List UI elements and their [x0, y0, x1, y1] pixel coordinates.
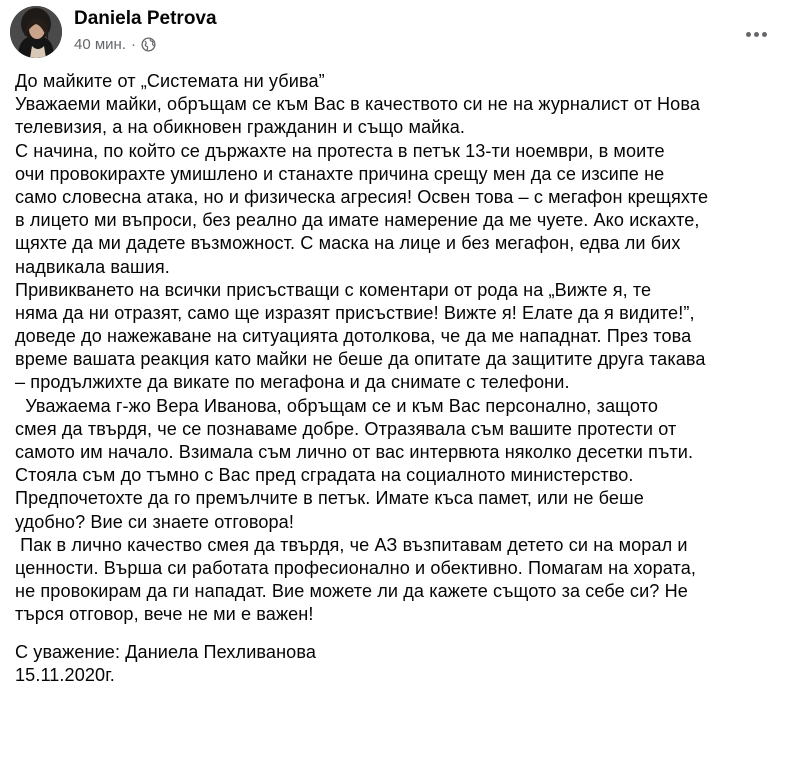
text-line: щяхте да ми дадете възможност. С маска на лице и без мегафон, едва ли бих	[15, 233, 681, 254]
text-line: в лицето ми въпроси, без реално да имате намерение да ме чуете. Ако искахте,	[15, 210, 700, 231]
text-line: До майките от „Системата ни убива”	[15, 71, 325, 91]
text-line: телевизия, а на обикновен гражданин и също майка.	[15, 117, 466, 138]
signoff-regards: С уважение: Даниела Пехливанова	[15, 641, 317, 662]
text-line: смея да твърдя, че се познаваме добре. Отразявала съм вашите протести от	[15, 418, 677, 439]
text-line: само словесна атака, но и физическа агресия! Освен това – с мегафон крещяхте	[15, 186, 709, 207]
avatar[interactable]	[10, 6, 62, 58]
meta-separator: ·	[131, 36, 136, 53]
signoff-date: 15.11.2020г.	[15, 664, 115, 685]
globe-icon[interactable]	[141, 37, 156, 52]
text-line: Привикването на всички присъстващи с коментари от рода на „Вижте я, те	[15, 279, 652, 300]
post-time[interactable]: 40 мин.	[74, 36, 126, 53]
text-line: Уважаеми майки, обръщам се към Вас в качеството си не на журналист от Нова	[15, 94, 700, 115]
text-line: Уважаема г-жо Вера Иванова, обръщам се и към Вас персонално, защото	[15, 395, 659, 416]
text-line: ценности. Върша си работата професионално и обективно. Помагам на хората,	[15, 557, 696, 578]
author-name[interactable]: Daniela Petrova	[74, 8, 217, 29]
paragraph-spacer	[15, 627, 787, 641]
text-line: надвикала вашия.	[15, 256, 170, 277]
post-text	[15, 70, 787, 687]
text-line: удобно? Вие си знаете отговора!	[15, 511, 294, 532]
text-line: самото им начало. Взимала съм лично от вас интервюта няколко десетки пъти.	[15, 442, 694, 462]
text-line: Предпочетохте да го премълчите в петък. Имате къса памет, или не беше	[15, 488, 644, 509]
post-header	[10, 2, 780, 62]
text-line: търся отговор, вече не ми е важен!	[15, 604, 314, 625]
text-line: – продължихте да викате по мегафона и да снимате с телефони.	[15, 372, 570, 393]
more-options-icon[interactable]	[738, 16, 774, 52]
text-line: време вашата реакция като майки не беше да опитате да защитите друга такава	[15, 349, 706, 370]
text-line: не провокирам да ги нападат. Вие можете ли да кажете същото за себе си? Не	[15, 581, 688, 602]
text-line: очи провокирахте умишлено и станахте причина срещу мен да се изсипе не	[15, 163, 665, 184]
text-line: няма да ни отразят, само ще изразят присъствие! Вижте я! Елате да я видите!”,	[15, 302, 695, 323]
text-line: доведе до нажежаване на ситуацията дотолкова, че да ме нападнат. През това	[15, 326, 692, 347]
avatar-photo	[10, 6, 62, 58]
text-line: Стояла съм до тъмно с Вас пред сградата на социалното министерство.	[15, 465, 634, 486]
post-meta	[74, 36, 156, 53]
text-line: Пак в лично качество смея да твърдя, че АЗ възпитавам детето си на морал и	[15, 534, 688, 555]
text-line: С начина, по който се държахте на протеста в петък 13-ти ноември, в моите	[15, 140, 665, 161]
